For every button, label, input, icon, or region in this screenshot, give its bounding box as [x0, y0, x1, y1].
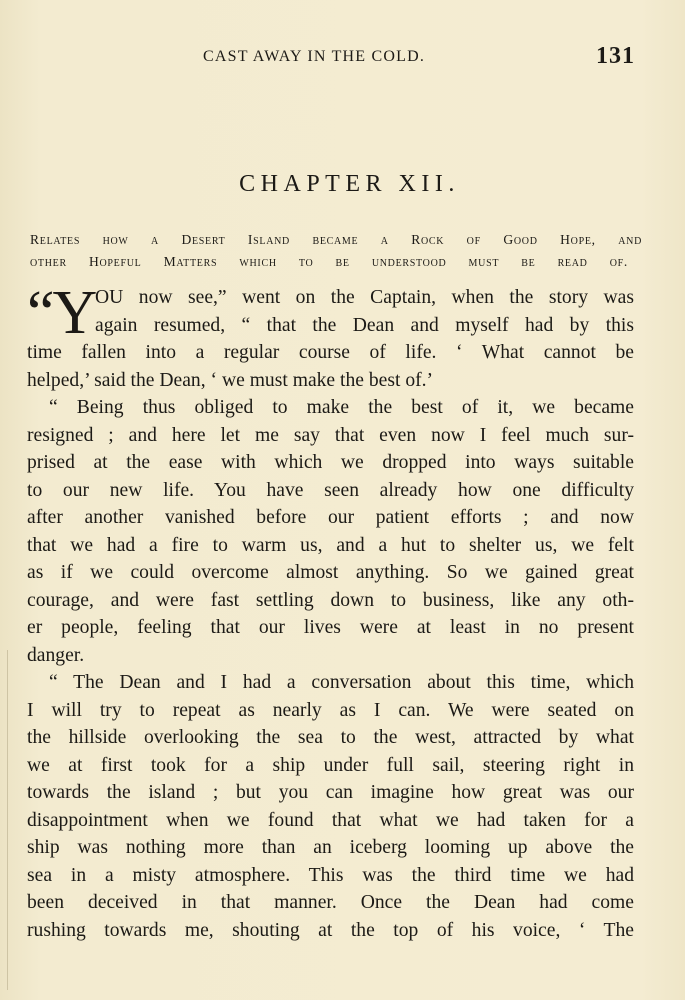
page-edge-shadow	[7, 650, 8, 990]
text-line: “ Being thus obliged to make the best of it, we became	[49, 397, 634, 418]
chapter-title: CHAPTER XII.	[239, 171, 460, 197]
text-line: OU now see,” went on the Captain, when the story was	[95, 287, 634, 308]
text-line: after another vanished before our patient efforts ; and now	[27, 507, 634, 528]
text-line: ship was nothing more than an iceberg looming up above the	[27, 837, 634, 858]
text-line: again resumed, “ that the Dean and myself had by this	[95, 314, 634, 336]
text-line: “ The Dean and I had a conversation about this time, which	[49, 672, 634, 693]
text-line: that we had a fire to warm us, and a hut to shelter us, we felt	[27, 534, 634, 556]
text-line: disappointment when we found that what we had taken for a	[27, 809, 634, 831]
text-line: helped,’ said the Dean, ‘ we must make the best of.’	[27, 369, 434, 391]
text-line: rushing towards me, shouting at the top of his voice, ‘ The	[27, 919, 634, 941]
text-line: time fallen into a regular course of life. ‘ What cannot be	[27, 342, 634, 363]
chapter-summary-line: other Hopeful Matters which to be understood must be read of.	[30, 254, 628, 269]
drop-cap: “Y	[27, 279, 96, 347]
text-line: courage, and were fast settling down to business, like any oth-	[27, 589, 634, 611]
text-line: been deceived in that manner. Once the Dean had come	[27, 892, 634, 913]
text-line: sea in a misty atmosphere. This was the third time we had	[27, 864, 634, 886]
text-line: to our new life. You have seen already how one difficulty	[27, 479, 634, 501]
chapter-summary-line: Relates how a Desert Island became a Rock of Good Hope, and	[30, 232, 642, 247]
text-line: as if we could overcome almost anything. So we gained great	[27, 562, 634, 583]
text-line: we at first took for a ship under full sail, steering right in	[27, 754, 634, 776]
text-line: towards the island ; but you can imagine how great was our	[27, 782, 634, 803]
text-line: er people, feeling that our lives were at least in no present	[27, 617, 634, 638]
page-number: 131	[596, 43, 635, 69]
text-line: resigned ; and here let me say that even now I feel much sur-	[27, 424, 634, 446]
text-line: danger.	[27, 644, 85, 666]
running-head: CAST AWAY IN THE COLD.	[203, 48, 426, 65]
text-line: prised at the ease with which we dropped into ways suitable	[27, 452, 634, 473]
chapter-summary	[30, 229, 642, 273]
text-line: I will try to repeat as nearly as I can. We were seated on	[27, 699, 634, 721]
text-line: the hillside overlooking the sea to the west, attracted by what	[27, 727, 634, 748]
